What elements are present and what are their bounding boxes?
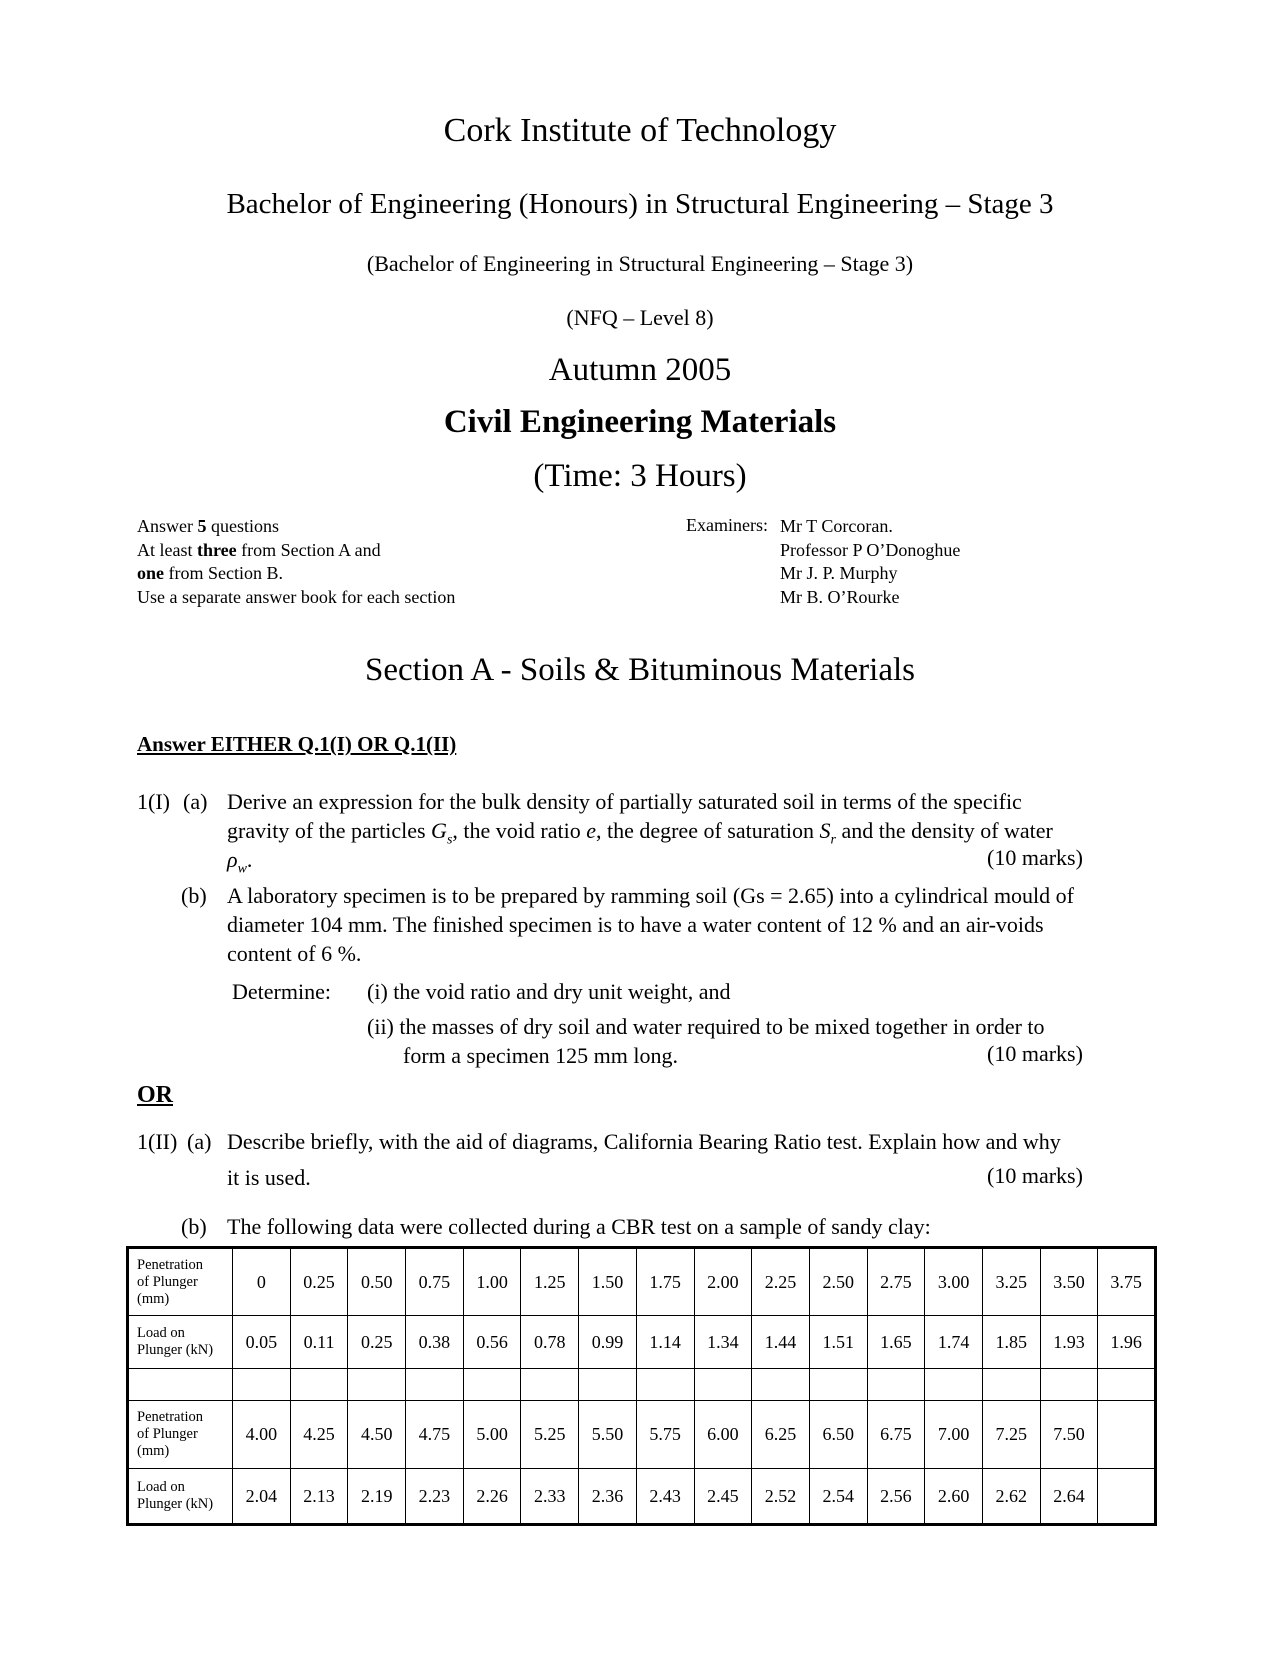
table-cell: 2.50 bbox=[809, 1248, 867, 1316]
table-cell: 2.19 bbox=[348, 1469, 406, 1525]
table-row bbox=[128, 1316, 1156, 1369]
examiners-label: Examiners: bbox=[686, 515, 768, 535]
instruction-line: Answer 5 questions bbox=[137, 516, 280, 536]
table-empty-cell bbox=[809, 1369, 867, 1401]
table-cell: 6.00 bbox=[694, 1401, 752, 1469]
nfq-level: (NFQ – Level 8) bbox=[566, 305, 714, 330]
table-cell: 2.75 bbox=[867, 1248, 925, 1316]
table-cell: 2.00 bbox=[694, 1248, 752, 1316]
table-cell: 0.38 bbox=[406, 1316, 464, 1369]
row-header-line: Penetration bbox=[137, 1256, 204, 1273]
exam-session: Autumn 2005 bbox=[548, 352, 732, 388]
row-header-cell bbox=[128, 1248, 233, 1316]
table-cell: 2.64 bbox=[1040, 1469, 1098, 1525]
table-cell: 1.50 bbox=[579, 1248, 637, 1316]
table-cell: 2.54 bbox=[809, 1469, 867, 1525]
table-cell: 1.51 bbox=[809, 1316, 867, 1369]
table-cell: 3.25 bbox=[982, 1248, 1040, 1316]
table-cell: 0.56 bbox=[463, 1316, 521, 1369]
table-cell: 5.50 bbox=[579, 1401, 637, 1469]
subject-title: Civil Engineering Materials bbox=[443, 404, 837, 440]
marks-label: (10 marks) bbox=[987, 1163, 1083, 1188]
table-cell: 0.78 bbox=[521, 1316, 579, 1369]
or-separator: OR bbox=[137, 1082, 173, 1108]
table-empty-cell bbox=[636, 1369, 694, 1401]
table-cell: 0 bbox=[233, 1248, 291, 1316]
table-cell: 1.14 bbox=[636, 1316, 694, 1369]
table-cell: 7.50 bbox=[1040, 1401, 1098, 1469]
determine-label: Determine: bbox=[232, 979, 331, 1004]
row-header-line: Plunger (kN) bbox=[137, 1342, 214, 1358]
table-empty-cell bbox=[1098, 1369, 1156, 1401]
table-cell: 2.60 bbox=[925, 1469, 983, 1525]
row-header-cell bbox=[128, 1316, 233, 1369]
table-empty-cell bbox=[521, 1369, 579, 1401]
marks-label: (10 marks) bbox=[987, 1041, 1083, 1066]
table-empty-cell bbox=[752, 1369, 810, 1401]
question-text: diameter 104 mm. The finished specimen is to have a water content of 12 % and an air-voids bbox=[227, 912, 1044, 937]
table-cell: 1.93 bbox=[1040, 1316, 1098, 1369]
table-cell: 1.65 bbox=[867, 1316, 925, 1369]
part-label: (b) bbox=[181, 883, 207, 908]
table-cell: 4.25 bbox=[290, 1401, 348, 1469]
table-cell: 0.05 bbox=[233, 1316, 291, 1369]
table-cell: 1.00 bbox=[463, 1248, 521, 1316]
examiner-name: Professor P O’Donoghue bbox=[780, 539, 961, 560]
row-header-line: Plunger (kN) bbox=[137, 1496, 214, 1512]
row-header-cell bbox=[128, 1401, 233, 1469]
question-text: gravity of the particles $G_s$, the void ratio e, the degree of saturation $S_r$ and the density of water bbox=[227, 818, 1053, 848]
table-cell: 2.62 bbox=[982, 1469, 1040, 1525]
question-text: (ii) the masses of dry soil and water required to be mixed together in order to bbox=[367, 1014, 1045, 1039]
part-label: (b) bbox=[181, 1214, 207, 1239]
question-number: 1(I) bbox=[137, 789, 170, 814]
table-empty-cell bbox=[579, 1369, 637, 1401]
table-row bbox=[128, 1401, 1156, 1469]
table-cell: 2.52 bbox=[752, 1469, 810, 1525]
table-cell: 2.23 bbox=[406, 1469, 464, 1525]
question-text: it is used. bbox=[227, 1165, 311, 1190]
programme-alt-title: (Bachelor of Engineering in Structural Engineering – Stage 3) bbox=[366, 251, 914, 276]
table-empty-cell bbox=[694, 1369, 752, 1401]
cbr-data-table bbox=[126, 1246, 1157, 1526]
table-cell: 4.75 bbox=[406, 1401, 464, 1469]
table-cell: 0.25 bbox=[348, 1316, 406, 1369]
table-cell: 1.34 bbox=[694, 1316, 752, 1369]
question-text: Derive an expression for the bulk density of partially saturated soil in terms of the specific bbox=[227, 789, 1022, 814]
programme-title: Bachelor of Engineering (Honours) in Structural Engineering – Stage 3 bbox=[226, 188, 1054, 220]
table-spacer-row bbox=[128, 1369, 1156, 1401]
table-cell: 2.04 bbox=[233, 1469, 291, 1525]
table-cell: 2.43 bbox=[636, 1469, 694, 1525]
table-cell: 1.74 bbox=[925, 1316, 983, 1369]
table-cell: 0.11 bbox=[290, 1316, 348, 1369]
table-cell: 3.00 bbox=[925, 1248, 983, 1316]
examiner-name: Mr T Corcoran. bbox=[780, 516, 893, 536]
row-header-line: of Plunger bbox=[137, 1426, 198, 1442]
table-cell: 7.00 bbox=[925, 1401, 983, 1469]
table-cell: 1.25 bbox=[521, 1248, 579, 1316]
exam-duration: (Time: 3 Hours) bbox=[533, 458, 747, 494]
table-empty-cell bbox=[348, 1369, 406, 1401]
table-cell: 6.75 bbox=[867, 1401, 925, 1469]
table-cell: 2.33 bbox=[521, 1469, 579, 1525]
table-cell: 5.75 bbox=[636, 1401, 694, 1469]
table-cell: 1.85 bbox=[982, 1316, 1040, 1369]
table-cell: 6.25 bbox=[752, 1401, 810, 1469]
table-cell: 0.25 bbox=[290, 1248, 348, 1316]
table-cell bbox=[1098, 1469, 1156, 1525]
question-text: Describe briefly, with the aid of diagrams, California Bearing Ratio test. Explain how and why bbox=[227, 1129, 1061, 1154]
table-empty-cell bbox=[233, 1369, 291, 1401]
table-cell: 4.50 bbox=[348, 1401, 406, 1469]
table-cell: 6.50 bbox=[809, 1401, 867, 1469]
table-empty-cell bbox=[128, 1369, 233, 1401]
table-cell: 0.99 bbox=[579, 1316, 637, 1369]
table-cell: 1.44 bbox=[752, 1316, 810, 1369]
row-header-line: Load on bbox=[137, 1479, 185, 1495]
question-text: content of 6 %. bbox=[227, 941, 362, 966]
row-header-line: Penetration bbox=[137, 1409, 204, 1425]
row-header-line: (mm) bbox=[137, 1290, 170, 1307]
table-row bbox=[128, 1248, 1156, 1316]
table-cell: 2.56 bbox=[867, 1469, 925, 1525]
table-cell: 0.75 bbox=[406, 1248, 464, 1316]
question-text: $\rho_w$. bbox=[227, 847, 253, 877]
table-cell bbox=[1098, 1401, 1156, 1469]
table-empty-cell bbox=[406, 1369, 464, 1401]
instruction-line: Use a separate answer book for each section bbox=[137, 586, 456, 607]
table-cell: 7.25 bbox=[982, 1401, 1040, 1469]
row-header-line: Load on bbox=[137, 1325, 185, 1341]
table-cell: 4.00 bbox=[233, 1401, 291, 1469]
table-empty-cell bbox=[925, 1369, 983, 1401]
part-label: (a) bbox=[183, 789, 208, 814]
question-text: form a specimen 125 mm long. bbox=[403, 1043, 678, 1068]
instruction-line: At least three from Section A and bbox=[137, 539, 381, 560]
table-cell: 3.75 bbox=[1098, 1248, 1156, 1316]
table-cell: 1.75 bbox=[636, 1248, 694, 1316]
institution-title: Cork Institute of Technology bbox=[443, 112, 837, 149]
table-cell: 2.13 bbox=[290, 1469, 348, 1525]
row-header-line: of Plunger bbox=[137, 1273, 198, 1290]
marks-label: (10 marks) bbox=[987, 845, 1083, 870]
exam-instructions bbox=[137, 515, 455, 609]
row-header-cell bbox=[128, 1469, 233, 1525]
question-number: 1(II) bbox=[137, 1129, 178, 1154]
table-empty-cell bbox=[1040, 1369, 1098, 1401]
table-cell: 1.96 bbox=[1098, 1316, 1156, 1369]
table-cell: 2.25 bbox=[752, 1248, 810, 1316]
table-cell: 5.00 bbox=[463, 1401, 521, 1469]
row-header-line: (mm) bbox=[137, 1443, 170, 1459]
examiner-name: Mr B. O’Rourke bbox=[780, 586, 900, 607]
instruction-line: one from Section B. bbox=[137, 563, 283, 583]
table-cell: 0.50 bbox=[348, 1248, 406, 1316]
table-empty-cell bbox=[290, 1369, 348, 1401]
table-empty-cell bbox=[867, 1369, 925, 1401]
question-text: (i) the void ratio and dry unit weight, and bbox=[367, 979, 731, 1004]
examiner-name: Mr J. P. Murphy bbox=[780, 563, 898, 583]
table-cell: 3.50 bbox=[1040, 1248, 1098, 1316]
table-empty-cell bbox=[463, 1369, 521, 1401]
section-title: Section A - Soils & Bituminous Materials bbox=[364, 652, 915, 688]
table-cell: 2.26 bbox=[463, 1469, 521, 1525]
examiners-list bbox=[780, 515, 960, 609]
answer-either-heading: Answer EITHER Q.1(I) OR Q.1(II) bbox=[137, 732, 457, 756]
table-cell: 2.36 bbox=[579, 1469, 637, 1525]
question-text: A laboratory specimen is to be prepared by ramming soil (Gs = 2.65) into a cylindrical mould of bbox=[227, 883, 1074, 908]
table-row bbox=[128, 1469, 1156, 1525]
table-empty-cell bbox=[982, 1369, 1040, 1401]
table-cell: 5.25 bbox=[521, 1401, 579, 1469]
table-cell: 2.45 bbox=[694, 1469, 752, 1525]
question-text: The following data were collected during a CBR test on a sample of sandy clay: bbox=[227, 1214, 931, 1239]
part-label: (a) bbox=[187, 1129, 212, 1154]
